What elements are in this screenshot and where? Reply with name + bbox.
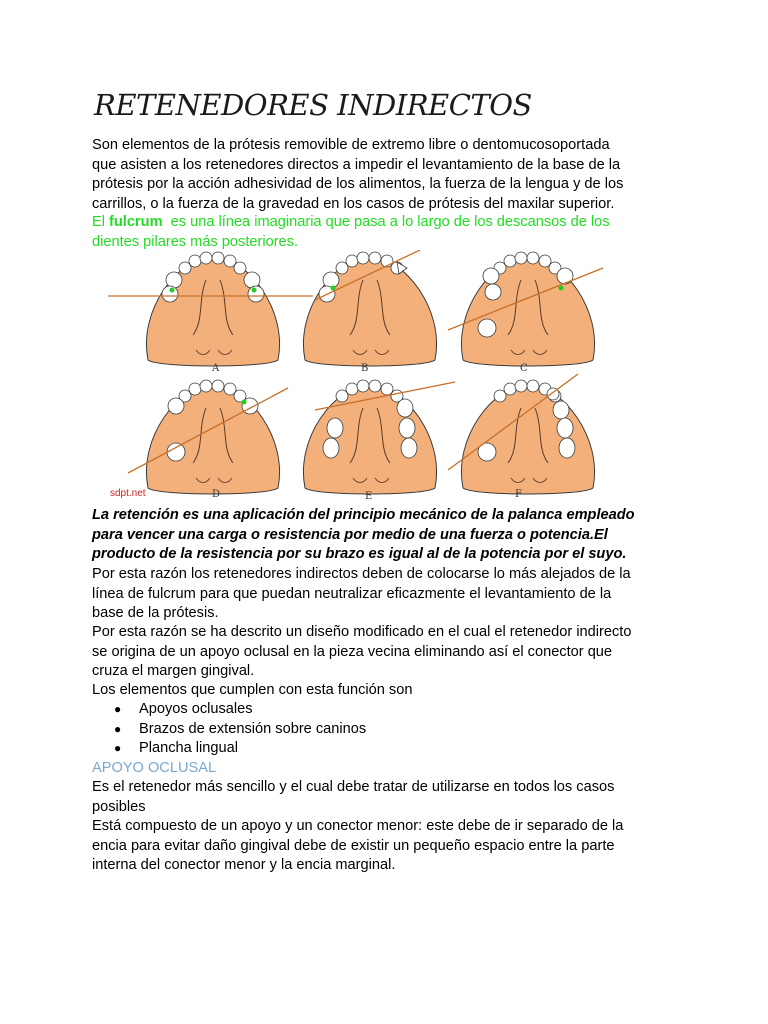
- principle-line: producto de la resistencia por su brazo es igual al de la potencia por el suyo.: [92, 546, 627, 563]
- fulcrum-line: es una línea imaginaria que pasa a lo largo de los descansos de los: [162, 214, 610, 230]
- paragraph-line: Está compuesto de un apoyo y un conector menor: este debe de ir separado de la: [92, 818, 624, 834]
- paragraph-line: Es el retenedor más sencillo y el cual debe tratar de utilizarse en todos los casos: [92, 779, 615, 795]
- paragraph-3: [92, 623, 682, 682]
- list-item-text: Apoyos oclusales: [139, 701, 253, 717]
- intro-line: Son elementos de la prótesis removible de extremo libre o dentomucosoportada: [92, 137, 610, 153]
- paragraph-line: Por esta razón los retenedores indirectos deben de colocarse lo más alejados de la: [92, 566, 631, 582]
- paragraph-line: Por esta razón se ha descrito un diseño modificado en el cual el retenedor indirecto: [92, 624, 632, 640]
- arch-f: [448, 374, 595, 494]
- paragraph-line: base de la prótesis.: [92, 605, 219, 622]
- paragraph-line: se origina de un apoyo oclusal en la pieza vecina eliminando así el conector que: [92, 643, 613, 660]
- dental-arches-figure: [98, 250, 608, 502]
- principle-paragraph: [92, 506, 682, 565]
- intro-line: carrillos, o la fuerza de la gravedad en los casos de prótesis del maxilar superior.: [92, 195, 615, 212]
- paragraph-line: línea de fulcrum para que puedan neutralizar eficazmente el levantamiento de la: [92, 585, 612, 602]
- list-item: [92, 720, 366, 740]
- list-item-text: Plancha lingual: [139, 740, 238, 757]
- paragraph-6: [92, 817, 682, 876]
- section-heading: APOYO OCLUSAL: [92, 760, 217, 776]
- arch-c: [448, 252, 603, 366]
- arch-a: [108, 252, 313, 366]
- page-title: RETENEDORES INDIRECTOS: [94, 88, 532, 122]
- watermark: sdpt.net: [110, 488, 146, 499]
- paragraph-line: encia para evitar daño gingival debe de existir un pequeño espacio entre la parte: [92, 837, 615, 854]
- paragraph-line: cruza el margen gingival.: [92, 663, 255, 680]
- fulcrum-line: dientes pilares más posteriores.: [92, 233, 299, 250]
- label-f: F: [515, 489, 522, 500]
- paragraph-line: posibles: [92, 798, 146, 815]
- label-b: B: [361, 363, 369, 374]
- intro-line: prótesis por la acción adhesividad de los alimentos, la fuerza de la lengua y de los: [92, 176, 624, 193]
- list-item: [92, 739, 366, 759]
- principle-line: La retención es una aplicación del principio mecánico de la palanca empleado: [92, 507, 635, 523]
- fulcrum-prefix: El: [92, 214, 110, 230]
- paragraph-5: [92, 778, 682, 817]
- principle-line: para vencer una carga o resistencia por medio de una fuerza o potencia.El: [92, 526, 608, 543]
- intro-line: que asisten a los retenedores directos a impedir el levantamiento de la base de la: [92, 156, 621, 173]
- paragraph-4: Los elementos que cumplen con esta función son: [92, 682, 413, 698]
- paragraph-line: interna del conector menor y la encia marginal.: [92, 857, 396, 874]
- arch-b: [303, 250, 436, 366]
- arch-e: [303, 380, 455, 494]
- label-e: E: [365, 491, 373, 502]
- label-c: C: [520, 363, 528, 374]
- fulcrum-paragraph: [92, 213, 682, 252]
- bullet-icon: ●: [114, 721, 122, 736]
- intro-paragraph: [92, 136, 682, 214]
- paragraph-2: [92, 565, 682, 624]
- label-a: A: [212, 363, 220, 374]
- arch-d: [128, 380, 288, 494]
- fulcrum-term: fulcrum: [109, 214, 163, 230]
- list-item: [92, 700, 366, 720]
- elements-list: [92, 700, 366, 759]
- label-d: D: [212, 489, 221, 500]
- bullet-icon: ●: [114, 702, 122, 716]
- bullet-icon: ●: [114, 741, 122, 756]
- list-item-text: Brazos de extensión sobre caninos: [139, 720, 367, 737]
